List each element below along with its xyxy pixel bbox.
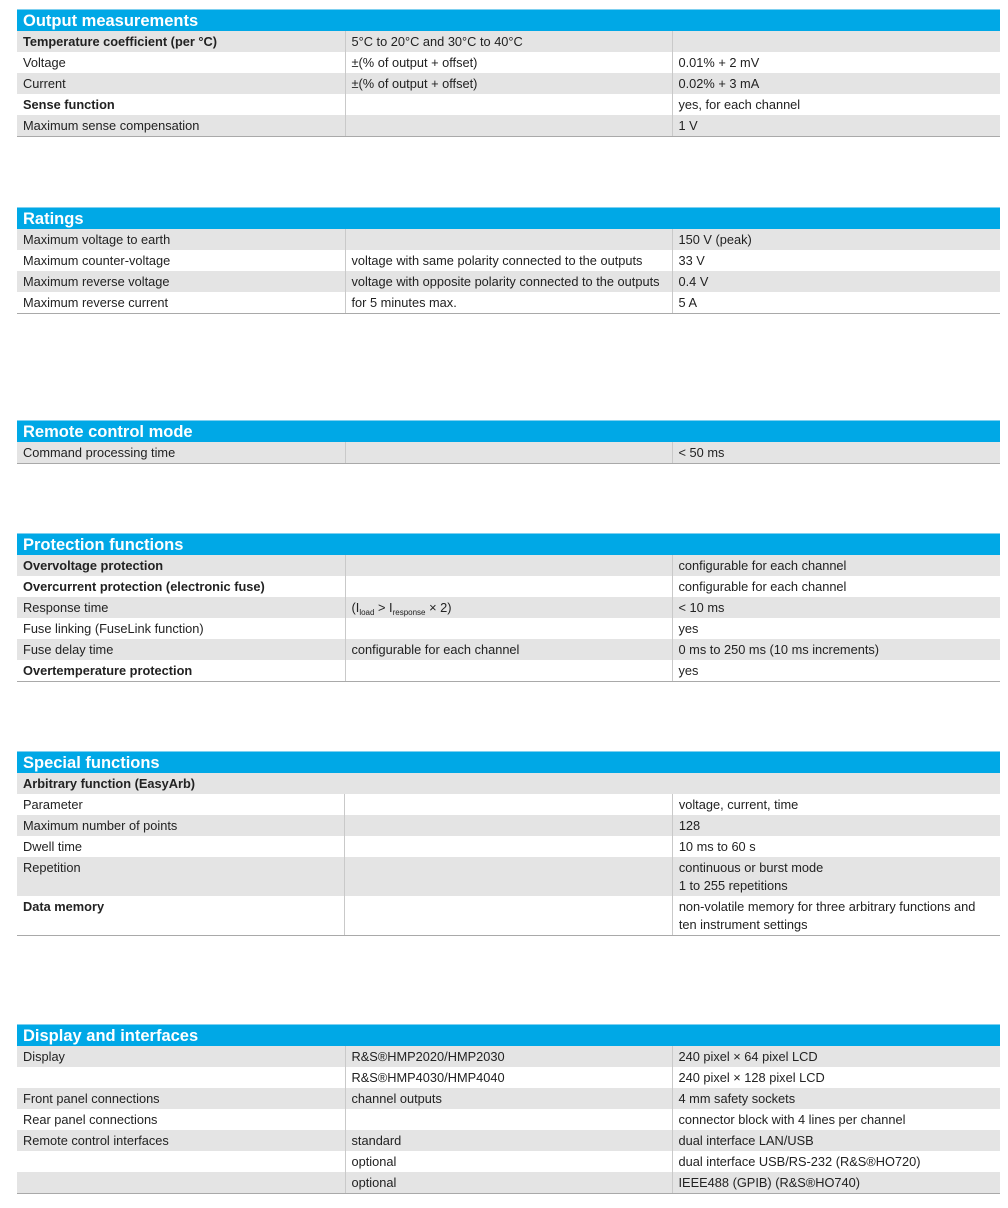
spec-value: 240 pixel × 128 pixel LCD — [672, 1067, 1000, 1088]
spec-value: 10 ms to 60 s — [672, 836, 1000, 857]
spec-condition: optional — [345, 1151, 672, 1172]
section-title: Protection functions — [17, 533, 1000, 555]
spec-value: 4 mm safety sockets — [672, 1088, 1000, 1109]
spec-label: Maximum reverse current — [17, 292, 345, 314]
spec-label: Overtemperature protection — [17, 660, 345, 682]
spec-condition: configurable for each channel — [345, 639, 672, 660]
table-row — [17, 576, 1000, 597]
spec-condition — [345, 836, 673, 857]
spec-label: Parameter — [17, 794, 345, 815]
spec-condition — [345, 857, 673, 896]
table-row — [17, 94, 1000, 115]
spec-table — [17, 555, 1000, 682]
spec-label: Fuse delay time — [17, 639, 345, 660]
table-row — [17, 31, 1000, 52]
table-row — [17, 1067, 1000, 1088]
spec-condition: voltage with opposite polarity connected to the outputs — [345, 271, 672, 292]
spec-table — [17, 442, 1000, 464]
spec-label: Response time — [17, 597, 345, 618]
spec-condition — [345, 896, 673, 936]
spec-label: Maximum voltage to earth — [17, 229, 345, 250]
table-row — [17, 794, 1000, 815]
spec-condition: ±(% of output + offset) — [345, 52, 672, 73]
section-remote-control-mode — [17, 420, 1000, 464]
spec-value: IEEE488 (GPIB) (R&S®HO740) — [672, 1172, 1000, 1194]
formula-text: > I — [374, 600, 393, 615]
spec-value: < 10 ms — [672, 597, 1000, 618]
spec-label: Overvoltage protection — [17, 555, 345, 576]
formula-text: (I — [351, 600, 360, 615]
spec-label: Overcurrent protection (electronic fuse) — [17, 576, 345, 597]
spec-value: 0.01% + 2 mV — [672, 52, 1000, 73]
spec-table — [17, 773, 1000, 936]
spec-condition: ±(% of output + offset) — [345, 73, 672, 94]
spec-label: Command processing time — [17, 442, 345, 464]
spec-condition: R&S®HMP2020/HMP2030 — [345, 1046, 672, 1067]
spec-value: voltage, current, time — [672, 794, 1000, 815]
table-row — [17, 597, 1000, 618]
spec-value: 150 V (peak) — [672, 229, 1000, 250]
table-row — [17, 271, 1000, 292]
section-title: Display and interfaces — [17, 1024, 1000, 1046]
spec-label: Maximum counter-voltage — [17, 250, 345, 271]
table-row — [17, 815, 1000, 836]
table-row — [17, 639, 1000, 660]
spec-value: 240 pixel × 64 pixel LCD — [672, 1046, 1000, 1067]
table-row — [17, 1172, 1000, 1194]
table-row — [17, 292, 1000, 314]
spec-label: Maximum number of points — [17, 815, 345, 836]
table-row — [17, 618, 1000, 639]
table-row — [17, 115, 1000, 137]
table-row — [17, 1151, 1000, 1172]
spec-value: < 50 ms — [672, 442, 1000, 464]
formula-subscript: response — [392, 608, 426, 617]
spec-value: 0.02% + 3 mA — [672, 73, 1000, 94]
spec-label: Fuse linking (FuseLink function) — [17, 618, 345, 639]
spec-condition — [345, 618, 672, 639]
spec-value: 0 ms to 250 ms (10 ms increments) — [672, 639, 1000, 660]
spec-label: Current — [17, 73, 345, 94]
table-row — [17, 1109, 1000, 1130]
spec-group-label: Arbitrary function (EasyArb) — [17, 773, 1000, 794]
table-row — [17, 73, 1000, 94]
spec-value: connector block with 4 lines per channel — [672, 1109, 1000, 1130]
spec-condition — [345, 597, 672, 618]
spec-label: Front panel connections — [17, 1088, 345, 1109]
section-display-and-interfaces — [17, 1024, 1000, 1194]
spec-condition — [345, 815, 673, 836]
formula-text: × 2) — [425, 600, 452, 615]
section-title: Special functions — [17, 751, 1000, 773]
spec-condition — [345, 94, 672, 115]
spec-value — [672, 857, 1000, 896]
spec-condition — [345, 1109, 672, 1130]
spec-label — [17, 1067, 345, 1088]
section-title: Remote control mode — [17, 420, 1000, 442]
table-row — [17, 773, 1000, 794]
spec-condition: 5°C to 20°C and 30°C to 40°C — [345, 31, 672, 52]
spec-label: Remote control interfaces — [17, 1130, 345, 1151]
spec-label: Data memory — [17, 896, 345, 936]
spec-condition — [345, 794, 673, 815]
spec-condition — [345, 660, 672, 682]
section-special-functions — [17, 751, 1000, 936]
table-row — [17, 442, 1000, 464]
spec-value: yes — [672, 660, 1000, 682]
spec-table — [17, 31, 1000, 137]
spec-condition: standard — [345, 1130, 672, 1151]
table-row — [17, 660, 1000, 682]
table-row — [17, 250, 1000, 271]
spec-label: Maximum sense compensation — [17, 115, 345, 137]
spec-condition — [345, 555, 672, 576]
spec-condition — [345, 115, 672, 137]
spec-label — [17, 1151, 345, 1172]
section-protection-functions — [17, 533, 1000, 682]
table-row — [17, 1130, 1000, 1151]
spec-label: Repetition — [17, 857, 345, 896]
spec-condition — [345, 229, 672, 250]
spec-table — [17, 1046, 1000, 1194]
spec-value: configurable for each channel — [672, 576, 1000, 597]
spec-value: 33 V — [672, 250, 1000, 271]
spec-label: Display — [17, 1046, 345, 1067]
spec-label: Maximum reverse voltage — [17, 271, 345, 292]
spec-condition — [345, 576, 672, 597]
section-title: Output measurements — [17, 9, 1000, 31]
table-row — [17, 555, 1000, 576]
section-title: Ratings — [17, 207, 1000, 229]
spec-label: Voltage — [17, 52, 345, 73]
spec-value: 128 — [672, 815, 1000, 836]
spec-condition: for 5 minutes max. — [345, 292, 672, 314]
spec-table — [17, 229, 1000, 314]
spec-value: 0.4 V — [672, 271, 1000, 292]
spec-value: non-volatile memory for three arbitrary functions and ten instrument settings — [672, 896, 1000, 936]
spec-condition — [345, 442, 672, 464]
table-row — [17, 857, 1000, 896]
formula-subscript: load — [359, 608, 375, 617]
spec-value: 5 A — [672, 292, 1000, 314]
spec-value: yes, for each channel — [672, 94, 1000, 115]
spec-label: Rear panel connections — [17, 1109, 345, 1130]
section-output-measurements — [17, 9, 1000, 137]
spec-value: configurable for each channel — [672, 555, 1000, 576]
spec-value — [672, 31, 1000, 52]
spec-value: dual interface USB/RS-232 (R&S®HO720) — [672, 1151, 1000, 1172]
table-row — [17, 1046, 1000, 1067]
spec-value: yes — [672, 618, 1000, 639]
spec-condition: voltage with same polarity connected to the outputs — [345, 250, 672, 271]
table-row — [17, 836, 1000, 857]
spec-label: Temperature coefficient (per °C) — [17, 31, 345, 52]
spec-value-line: continuous or burst mode — [678, 860, 824, 875]
spec-condition: optional — [345, 1172, 672, 1194]
table-row — [17, 1088, 1000, 1109]
table-row — [17, 52, 1000, 73]
spec-value-line: 1 to 255 repetitions — [678, 878, 788, 893]
spec-label: Sense function — [17, 94, 345, 115]
table-row — [17, 229, 1000, 250]
spec-label: Dwell time — [17, 836, 345, 857]
spec-condition: channel outputs — [345, 1088, 672, 1109]
spec-value: 1 V — [672, 115, 1000, 137]
table-row — [17, 896, 1000, 936]
spec-label — [17, 1172, 345, 1194]
spec-condition: R&S®HMP4030/HMP4040 — [345, 1067, 672, 1088]
section-ratings — [17, 207, 1000, 314]
spec-value: dual interface LAN/USB — [672, 1130, 1000, 1151]
